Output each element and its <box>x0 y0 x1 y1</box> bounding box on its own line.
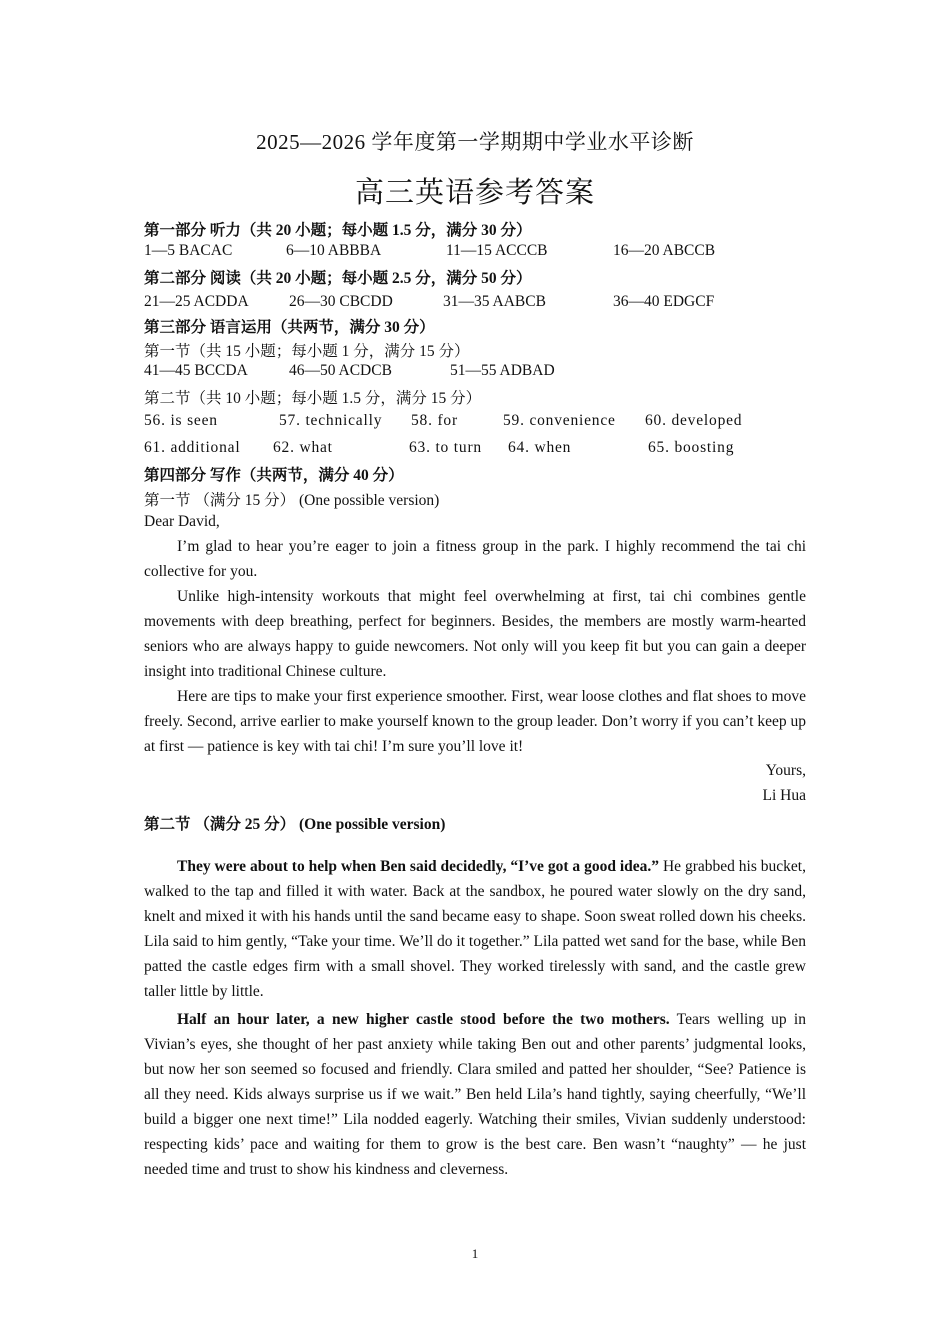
page-title: 高三英语参考答案 <box>354 177 595 209</box>
story-paragraph <box>144 1007 806 1182</box>
fill-answer: 56. is seen <box>144 412 218 429</box>
letter-salutation: Dear David, <box>144 513 220 530</box>
fill-answer: 60. developed <box>645 412 743 429</box>
part1-title: 第一部分 听力（共 20 小题；每小题 1.5 分，满分 30 分） <box>144 222 532 239</box>
part1-answer-group: 6—10 ABBBA <box>286 242 382 259</box>
fill-answer: 59. convenience <box>503 412 616 429</box>
exam-term-title: 2025—2026 学年度第一学期期中学业水平诊断 <box>256 130 694 154</box>
story-paragraph <box>144 854 806 1004</box>
part1-answer-group: 16—20 ABCCB <box>613 242 716 259</box>
letter-paragraph: I’m glad to hear you’re eager to join a fitness group in the park. I highly recommend the tai chi collective for you. <box>144 538 806 580</box>
page-number: 1 <box>471 1246 479 1261</box>
fill-answer: 62. what <box>273 439 333 456</box>
part1-answer-group: 1—5 BACAC <box>144 242 233 259</box>
part3-section1-title: 第一节（共 15 小题；每小题 1 分，满分 15 分） <box>144 343 470 360</box>
fill-answer: 64. when <box>508 439 572 456</box>
fill-answer: 57. technically <box>279 412 383 429</box>
fill-answer: 63. to turn <box>409 439 482 456</box>
fill-answer: 61. additional <box>144 439 241 456</box>
part2-title: 第二部分 阅读（共 20 小题；每小题 2.5 分，满分 50 分） <box>144 270 532 287</box>
part2-answer-group: 31—35 AABCB <box>443 293 546 310</box>
story-paragraph-lead: Half an hour later, a new higher castle stood before the two mothers. <box>177 1011 670 1028</box>
letter-signature: Li Hua <box>762 787 806 804</box>
part4-section1-title: 第一节 （满分 15 分） (One possible version) <box>144 492 440 509</box>
letter-closing: Yours, <box>765 762 806 779</box>
part2-answer-group: 21—25 ACDDA <box>144 293 249 310</box>
letter-paragraph: Unlike high-intensity workouts that might feel overwhelming at first, tai chi combines gentle movements with deep breathing, perfect for beginners. Besides, the members are mostly warm-hearted seniors who are always happy to guide newcomers. Not only will you keep fit but you can gain a deeper insight into traditional Chinese culture. <box>144 588 806 680</box>
part3-answer-group: 41—45 BCCDA <box>144 362 248 379</box>
part2-answer-group: 36—40 EDGCF <box>613 293 715 310</box>
part3-answer-group: 46—50 ACDCB <box>289 362 392 379</box>
story-paragraph-body: He grabbed his bucket, walked to the tap and filled it with water. Back at the sandbox, he poured water slowly on the dry sand, knelt and mixed it with his hands until the sand became easy to shape. Soon sweat rolled down his cheeks. Lila said to him gently, “Take your time. We’ll do it together.” Lila patted wet sand for the base, while Ben patted the castle edges firm with a small shovel. They worked tirelessly with sand, and the castle grew taller little by little. <box>144 858 806 1000</box>
letter-paragraph: Here are tips to make your first experience smoother. First, wear loose clothes and flat shoes to move freely. Second, arrive earlier to make yourself known to the group leader. Don’t worry if you can’t keep up at first — patience is key with tai chi! I’m sure you’ll love it! <box>144 688 806 755</box>
part4-section2-title: 第二节 （满分 25 分） (One possible version) <box>144 816 446 833</box>
story-paragraph-lead: They were about to help when Ben said decidedly, “I’ve got a good idea.” <box>177 858 660 875</box>
part3-answer-group: 51—55 ADBAD <box>450 362 555 379</box>
part1-answer-group: 11—15 ACCCB <box>446 242 548 259</box>
fill-answer: 65. boosting <box>648 439 735 456</box>
part3-title: 第三部分 语言运用（共两节，满分 30 分） <box>144 319 435 336</box>
fill-answer: 58. for <box>411 412 458 429</box>
part3-section2-title: 第二节（共 10 小题；每小题 1.5 分，满分 15 分） <box>144 390 482 407</box>
part2-answer-group: 26—30 CBCDD <box>289 293 393 310</box>
story-paragraph-body: Tears welling up in Vivian’s eyes, she thought of her past anxiety while taking Ben out and other parents’ judgmental looks, but now her son seemed so focused and friendly. Clara smiled and patted her shoulder, “See? Patience is all they need. Kids always surprise us if we wait.” Ben held Lila’s hand tightly, saying cheerfully, “We’ll build a bigger one next time!” Lila nodded eagerly. Watching their smiles, Vivian suddenly understood: respecting kids’ pace and waiting for them to grow is the best care. Ben wasn’t “naughty” — he just needed time and trust to show his kindness and cleverness. <box>144 1011 806 1178</box>
part4-title: 第四部分 写作（共两节，满分 40 分） <box>144 467 404 484</box>
